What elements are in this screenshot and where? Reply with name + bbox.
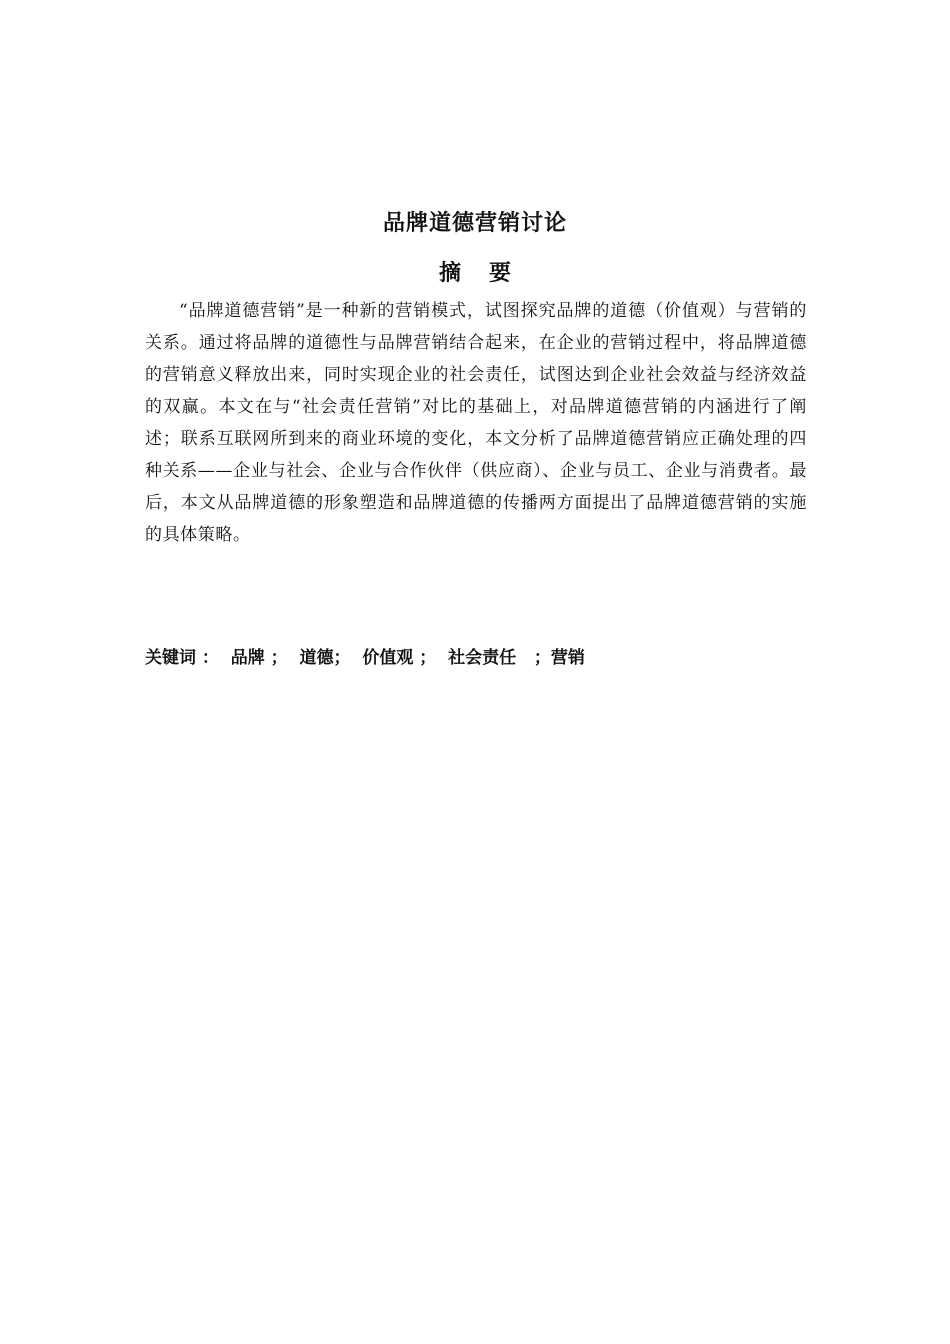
document-title: 品牌道德营销讨论 xyxy=(382,211,567,236)
abstract-heading: 摘要 xyxy=(438,261,539,286)
abstract-paragraph: “品牌道德营销”是一种新的营销模式，试图探究品牌的道德（价值观）与营销的关系。通过将品牌的道德性与品牌营销结合起来，在企业的营销过程中，将品牌道德的营销意义释放出来，同时实现企业的社会责任，试图达到企业社会效益与经济效益的双赢。本文在与“社会责任营销”对比的基础上，对品牌道德营销的内涵进行了阐述；联系互联网所到来的商业环境的变化，本文分析了品牌道德营销应正确处理的四种关系——企业与社会、企业与合作伙伴（供应商）、企业与员工、企业与消费者。最后，本文从品牌道德的形象塑造和品牌道德的传播两方面提出了品牌道德营销的实施的具体策略。 xyxy=(145,301,807,545)
keywords-line: 关键词 ： 品牌 ； 道德； 价值观 ； 社会责任 ；营销 xyxy=(145,648,585,668)
